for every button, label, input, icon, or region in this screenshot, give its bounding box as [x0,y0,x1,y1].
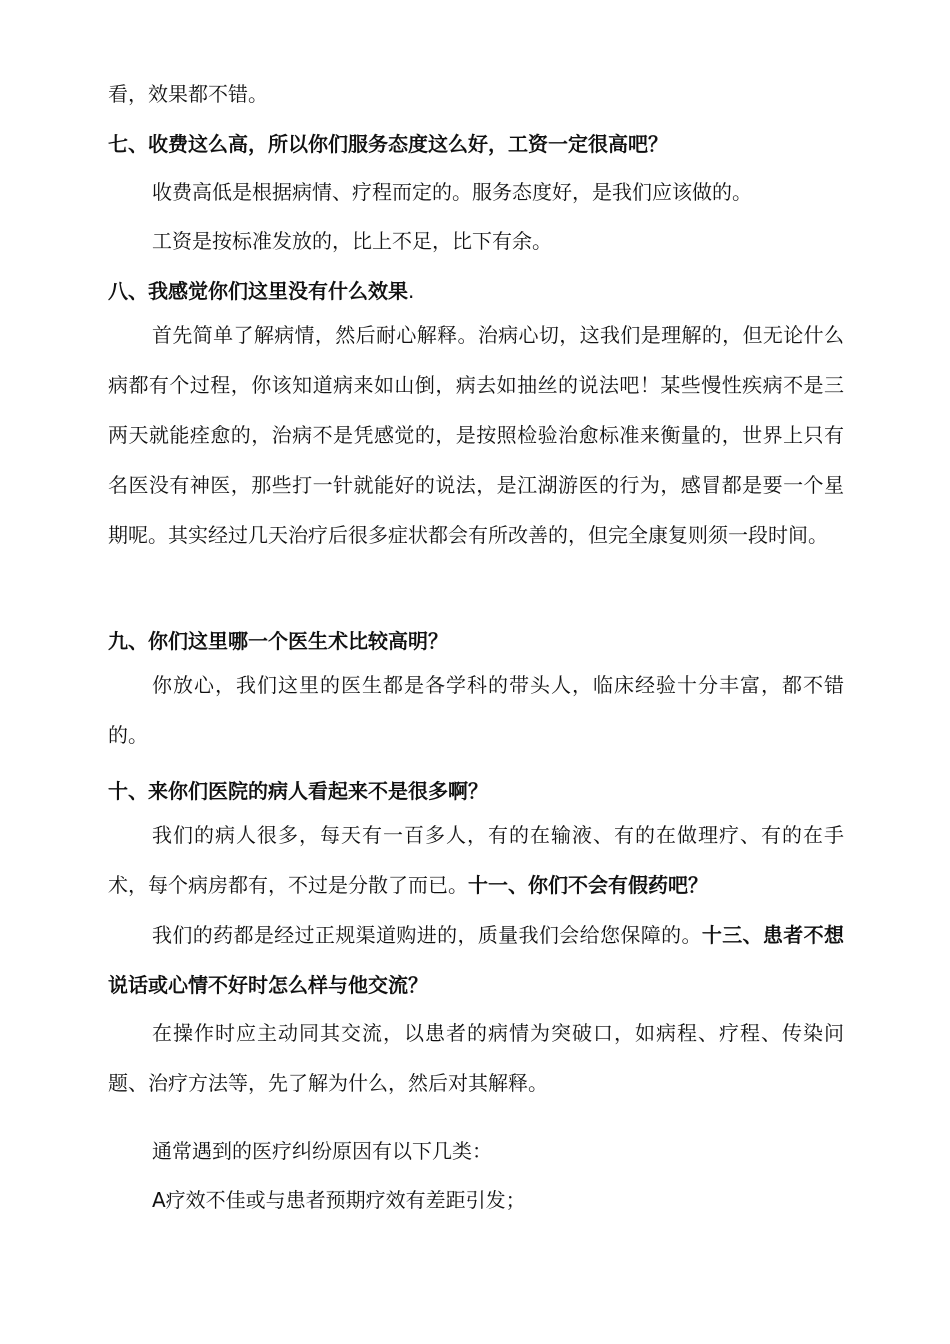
q7-answer-1: 收费高低是根据病情、疗程而定的。服务态度好，是我们应该做的。 [152,180,752,204]
q10-answer-with-q11 [108,810,844,910]
disputes-item-a: A疗效不佳或与患者预期疗效有差距引发； [152,1188,526,1212]
q8-heading-period: . [408,279,415,303]
q8-answer: 首先简单了解病情，然后耐心解释。治病心切，这我们是理解的，但无论什么病都有个过程，你该知道病来如山倒，病去如抽丝的说法吧！某些慢性疾病不是三两天就能痊愈的，治病不是凭感觉的，是按照检验治愈标准来衡量的，世界上只有名医没有神医，那些打一针就能好的说法，是江湖游医的行为，感冒都是要一个星期呢。其实经过几天治疗后很多症状都会有所改善的，但完全康复则须一段时间。 [108,323,844,547]
q9-answer: 你放心，我们这里的医生都是各学科的带头人，临床经验十分丰富，都不错的。 [108,673,844,747]
q7-answer-2: 工资是按标准发放的，比上不足，比下有余。 [152,229,552,253]
disputes-intro: 通常遇到的医疗纠纷原因有以下几类： [152,1139,492,1163]
q10-heading: 十、来你们医院的病人看起来不是很多啊？ [108,779,488,803]
q7-heading: 七、收费这么高，所以你们服务态度这么好，工资一定很高吧？ [108,132,668,156]
q13-answer: 在操作时应主动同其交流，以患者的病情为突破口，如病程、疗程、传染问题、治疗方法等，先了解为什么，然后对其解释。 [108,1021,844,1095]
q11-answer: 我们的药都是经过正规渠道购进的，质量我们会给您保障的。 [152,923,702,947]
q8-heading-row [108,275,414,304]
q13-heading: 十三、患者不想说话或心情不好时怎么样与他交流？ [108,923,845,997]
q11-answer-with-q13 [108,910,844,1010]
q10-answer: 我们的病人很多，每天有一百多人，有的在输液、有的在做理疗、有的在手术，每个病房都有，不过是分散了而已。 [108,823,844,897]
intro-line: 看，效果都不错。 [108,82,268,106]
q9-heading: 九、你们这里哪一个医生术比较高明？ [108,629,448,653]
q11-heading: 十一、你们不会有假药吧？ [468,873,708,897]
q8-heading: 八、我感觉你们这里没有什么效果 [108,279,408,303]
